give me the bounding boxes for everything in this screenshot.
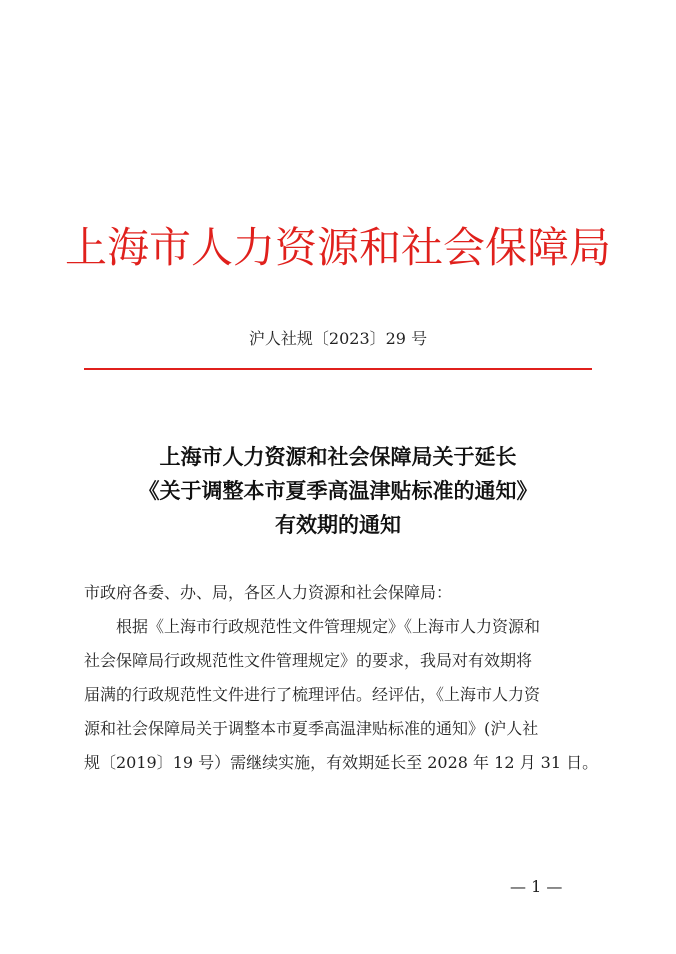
title-line: 上海市人力资源和社会保障局关于延长 [159, 444, 517, 469]
paragraph-line: 源和社会保障局关于调整本市夏季高温津贴标准的通知》(沪人社 [84, 719, 539, 738]
red-divider-line [84, 368, 592, 370]
page-number: — 1 — [510, 877, 563, 896]
document-body [84, 576, 599, 780]
document-number: 沪人社规〔2023〕29 号 [248, 329, 428, 348]
issuer-heading: 上海市人力资源和社会保障局 [64, 223, 611, 272]
paragraph-line: 社会保障局行政规范性文件管理规定》的要求，我局对有效期将 [84, 651, 533, 670]
document-title [0, 440, 676, 542]
salutation: 市政府各委、办、局，各区人力资源和社会保障局： [84, 583, 453, 602]
paragraph-line: 规〔2019〕19 号）需继续实施，有效期延长至 2028 年 12 月 31 日。 [84, 753, 599, 772]
title-line: 《关于调整本市夏季高温津贴标准的通知》 [138, 478, 538, 503]
paragraph-line: 届满的行政规范性文件进行了梳理评估。经评估，《上海市人力资 [84, 685, 541, 704]
paragraph-line: 根据《上海市行政规范性文件管理规定》《上海市人力资源和 [116, 617, 541, 636]
title-line: 有效期的通知 [275, 512, 401, 537]
